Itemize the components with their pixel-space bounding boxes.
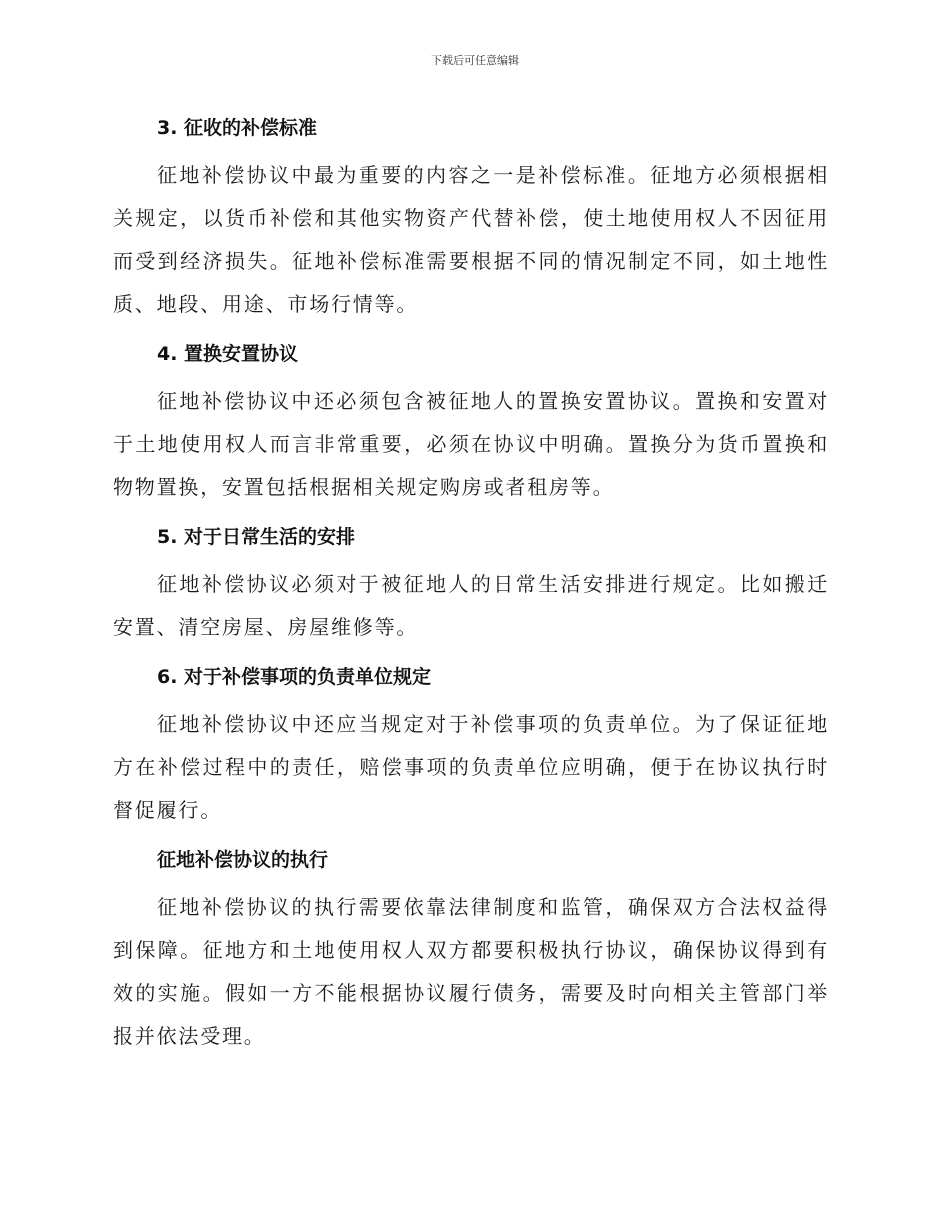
section-heading: 3. 征收的补偿标准 — [157, 117, 318, 139]
page-header-note: 下载后可任意编辑 — [431, 54, 519, 67]
section-agreement-execution — [113, 844, 829, 1058]
section-heading: 4. 置换安置协议 — [157, 343, 299, 365]
section-paragraph: 征地补偿协议的执行需要依靠法律制度和监管，确保双方合法权益得到保障。征地方和土地使用权人双方都要积极执行协议，确保协议得到有效的实施。假如一方不能根据协议履行债务，需要及时向相关主管部门举报并依法受理。 — [113, 895, 829, 1048]
section-resettlement-agreement — [113, 338, 829, 509]
section-heading: 5. 对于日常生活的安排 — [157, 526, 356, 548]
section-heading: 6. 对于补偿事项的负责单位规定 — [157, 666, 432, 688]
section-paragraph: 征地补偿协议中还必须包含被征地人的置换安置协议。置换和安置对于土地使用权人而言非常重要，必须在协议中明确。置换分为货币置换和物物置换，安置包括根据相关规定购房或者租房等。 — [113, 389, 829, 499]
section-responsible-unit — [113, 661, 829, 832]
section-paragraph: 征地补偿协议中最为重要的内容之一是补偿标准。征地方必须根据相关规定，以货币补偿和其他实物资产代替补偿，使土地使用权人不因征用而受到经济损失。征地补偿标准需要根据不同的情况制定不同，如土地性质、地段、用途、市场行情等。 — [113, 163, 829, 316]
section-compensation-standard — [113, 112, 829, 326]
document-body — [113, 112, 829, 1070]
section-daily-life-arrangement — [113, 521, 829, 649]
section-paragraph: 征地补偿协议必须对于被征地人的日常生活安排进行规定。比如搬迁安置、清空房屋、房屋维修等。 — [113, 572, 829, 639]
section-heading: 征地补偿协议的执行 — [157, 849, 329, 871]
section-paragraph: 征地补偿协议中还应当规定对于补偿事项的负责单位。为了保证征地方在补偿过程中的责任，赔偿事项的负责单位应明确，便于在协议执行时督促履行。 — [113, 712, 829, 822]
